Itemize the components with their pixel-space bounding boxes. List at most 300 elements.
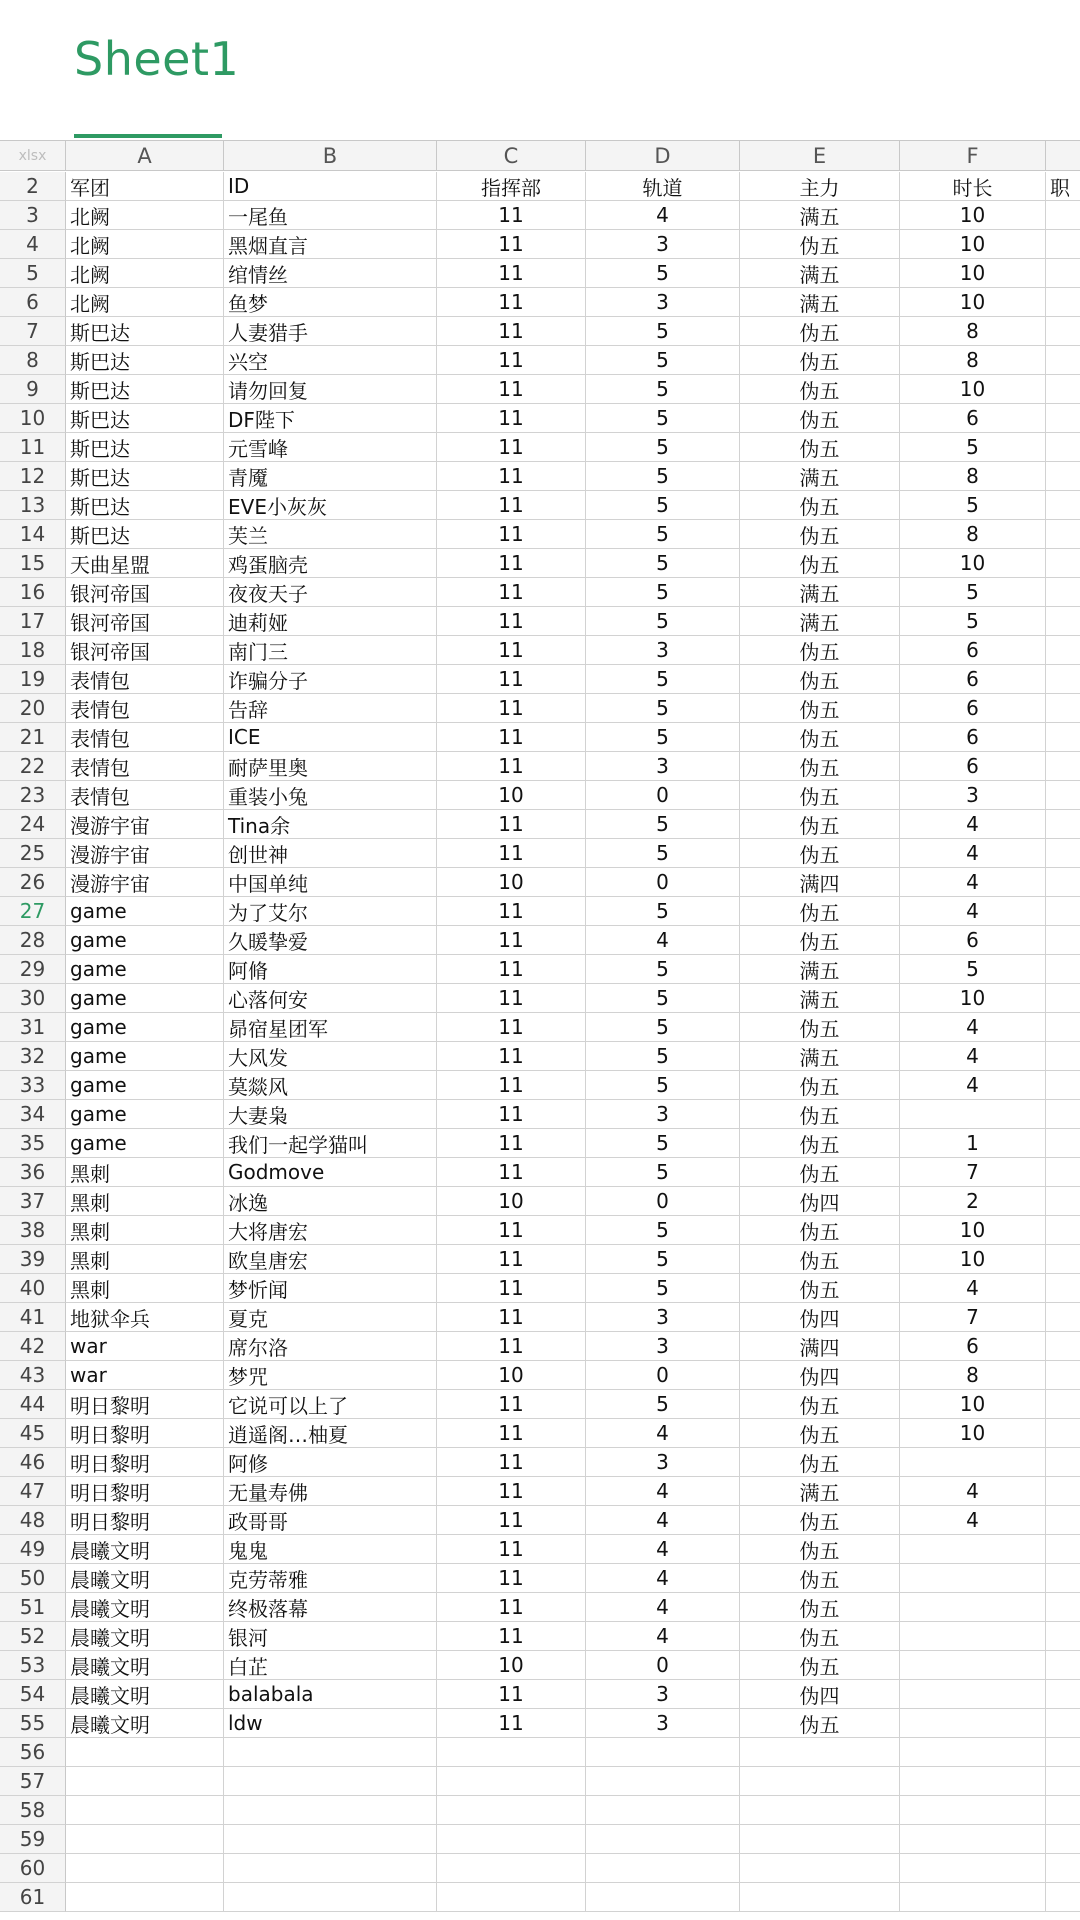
cell[interactable]: 11 bbox=[437, 1680, 586, 1709]
cell[interactable]: 11 bbox=[437, 839, 586, 868]
cell[interactable]: 芙兰 bbox=[224, 520, 437, 549]
cell[interactable]: 2 bbox=[900, 1187, 1046, 1216]
row-number[interactable]: 14 bbox=[0, 520, 66, 549]
cell[interactable] bbox=[1046, 1303, 1080, 1332]
cell[interactable]: 10 bbox=[900, 259, 1046, 288]
cell[interactable]: 5 bbox=[586, 1158, 740, 1187]
cell[interactable]: 11 bbox=[437, 346, 586, 375]
cell[interactable]: 伪五 bbox=[740, 1535, 900, 1564]
row-number[interactable]: 8 bbox=[0, 346, 66, 375]
cell[interactable]: 银河帝国 bbox=[66, 607, 224, 636]
cell[interactable]: 8 bbox=[900, 317, 1046, 346]
cell[interactable] bbox=[740, 1738, 900, 1767]
cell[interactable]: 欧皇唐宏 bbox=[224, 1245, 437, 1274]
cell[interactable]: 伪五 bbox=[740, 1709, 900, 1738]
cell[interactable]: 5 bbox=[586, 578, 740, 607]
cell[interactable] bbox=[1046, 752, 1080, 781]
cell[interactable] bbox=[740, 1796, 900, 1825]
cell[interactable] bbox=[1046, 1158, 1080, 1187]
cell[interactable]: 5 bbox=[586, 723, 740, 752]
row-number[interactable]: 39 bbox=[0, 1245, 66, 1274]
cell[interactable]: 阿修 bbox=[224, 1448, 437, 1477]
row-number[interactable]: 21 bbox=[0, 723, 66, 752]
cell[interactable]: 4 bbox=[586, 926, 740, 955]
cell[interactable] bbox=[1046, 1042, 1080, 1071]
cell[interactable] bbox=[224, 1738, 437, 1767]
cell[interactable] bbox=[586, 1825, 740, 1854]
cell[interactable] bbox=[66, 1738, 224, 1767]
cell[interactable]: 诈骗分子 bbox=[224, 665, 437, 694]
cell[interactable]: 漫游宇宙 bbox=[66, 868, 224, 897]
cell[interactable]: 满五 bbox=[740, 1477, 900, 1506]
cell[interactable] bbox=[66, 1825, 224, 1854]
row-number[interactable]: 35 bbox=[0, 1129, 66, 1158]
cell[interactable]: 满四 bbox=[740, 1332, 900, 1361]
row-number[interactable]: 18 bbox=[0, 636, 66, 665]
cell[interactable] bbox=[1046, 1651, 1080, 1680]
cell[interactable] bbox=[900, 1622, 1046, 1651]
cell[interactable] bbox=[1046, 1506, 1080, 1535]
cell[interactable]: 黑刺 bbox=[66, 1274, 224, 1303]
cell[interactable]: game bbox=[66, 1013, 224, 1042]
cell[interactable]: 10 bbox=[900, 1390, 1046, 1419]
row-number[interactable]: 60 bbox=[0, 1854, 66, 1883]
cell[interactable]: 伪四 bbox=[740, 1187, 900, 1216]
cell[interactable]: 军团 bbox=[66, 172, 224, 201]
cell[interactable] bbox=[1046, 1187, 1080, 1216]
cell[interactable]: 满五 bbox=[740, 201, 900, 230]
cell[interactable]: 3 bbox=[586, 636, 740, 665]
cell[interactable] bbox=[1046, 1448, 1080, 1477]
cell[interactable]: 11 bbox=[437, 1477, 586, 1506]
cell[interactable]: 重装小兔 bbox=[224, 781, 437, 810]
cell[interactable] bbox=[66, 1883, 224, 1912]
cell[interactable] bbox=[66, 1767, 224, 1796]
cell[interactable]: 创世神 bbox=[224, 839, 437, 868]
cell[interactable]: 冰逸 bbox=[224, 1187, 437, 1216]
cell[interactable]: 无量寿佛 bbox=[224, 1477, 437, 1506]
cell[interactable]: 3 bbox=[586, 1100, 740, 1129]
cell[interactable]: 11 bbox=[437, 897, 586, 926]
row-number[interactable]: 20 bbox=[0, 694, 66, 723]
cell[interactable]: 5 bbox=[586, 346, 740, 375]
row-number[interactable]: 38 bbox=[0, 1216, 66, 1245]
cell[interactable]: 5 bbox=[586, 1071, 740, 1100]
cell[interactable]: 伪五 bbox=[740, 404, 900, 433]
cell[interactable]: 5 bbox=[586, 665, 740, 694]
cell[interactable]: 11 bbox=[437, 491, 586, 520]
cell[interactable]: 0 bbox=[586, 781, 740, 810]
cell[interactable] bbox=[224, 1767, 437, 1796]
cell[interactable] bbox=[1046, 897, 1080, 926]
cell[interactable]: 5 bbox=[586, 955, 740, 984]
cell[interactable]: 天曲星盟 bbox=[66, 549, 224, 578]
cell[interactable] bbox=[1046, 1709, 1080, 1738]
column-header-a[interactable]: A bbox=[66, 140, 224, 171]
cell[interactable]: 5 bbox=[586, 404, 740, 433]
cell[interactable]: 11 bbox=[437, 1622, 586, 1651]
cell[interactable]: 伪五 bbox=[740, 1071, 900, 1100]
cell[interactable] bbox=[900, 1883, 1046, 1912]
cell[interactable]: 11 bbox=[437, 1216, 586, 1245]
cell[interactable] bbox=[1046, 1129, 1080, 1158]
cell[interactable]: 青魇 bbox=[224, 462, 437, 491]
cell[interactable] bbox=[1046, 1477, 1080, 1506]
cell[interactable]: 心落何安 bbox=[224, 984, 437, 1013]
cell[interactable] bbox=[437, 1825, 586, 1854]
cell[interactable]: 7 bbox=[900, 1158, 1046, 1187]
cell[interactable]: 克劳蒂雅 bbox=[224, 1564, 437, 1593]
cell[interactable] bbox=[1046, 549, 1080, 578]
cell[interactable]: 晨曦文明 bbox=[66, 1535, 224, 1564]
row-number[interactable]: 55 bbox=[0, 1709, 66, 1738]
cell[interactable]: 南门三 bbox=[224, 636, 437, 665]
row-number[interactable]: 57 bbox=[0, 1767, 66, 1796]
cell[interactable]: 11 bbox=[437, 433, 586, 462]
cell[interactable] bbox=[1046, 1883, 1080, 1912]
cell[interactable] bbox=[900, 1709, 1046, 1738]
row-number[interactable]: 49 bbox=[0, 1535, 66, 1564]
cell[interactable]: 伪五 bbox=[740, 636, 900, 665]
cell[interactable]: 地狱伞兵 bbox=[66, 1303, 224, 1332]
cell[interactable]: 10 bbox=[900, 1216, 1046, 1245]
cell[interactable]: 伪五 bbox=[740, 781, 900, 810]
cell[interactable]: 告辞 bbox=[224, 694, 437, 723]
row-number[interactable]: 24 bbox=[0, 810, 66, 839]
row-number[interactable]: 16 bbox=[0, 578, 66, 607]
cell[interactable]: 伪五 bbox=[740, 810, 900, 839]
cell[interactable]: 6 bbox=[900, 665, 1046, 694]
cell[interactable]: 10 bbox=[437, 781, 586, 810]
cell[interactable]: 4 bbox=[900, 1042, 1046, 1071]
row-number[interactable]: 51 bbox=[0, 1593, 66, 1622]
cell[interactable] bbox=[1046, 636, 1080, 665]
cell[interactable] bbox=[1046, 491, 1080, 520]
cell[interactable]: 6 bbox=[900, 926, 1046, 955]
cell[interactable]: 夜夜天子 bbox=[224, 578, 437, 607]
cell[interactable]: 伪五 bbox=[740, 1506, 900, 1535]
cell[interactable]: 伪五 bbox=[740, 230, 900, 259]
cell[interactable]: 5 bbox=[586, 520, 740, 549]
cell[interactable]: 席尔洛 bbox=[224, 1332, 437, 1361]
cell[interactable]: 伪五 bbox=[740, 1129, 900, 1158]
row-number[interactable]: 58 bbox=[0, 1796, 66, 1825]
cell[interactable]: 10 bbox=[437, 868, 586, 897]
cell[interactable] bbox=[900, 1448, 1046, 1477]
cell[interactable]: 白芷 bbox=[224, 1651, 437, 1680]
cell[interactable]: 伪五 bbox=[740, 694, 900, 723]
cell[interactable]: 3 bbox=[586, 1303, 740, 1332]
cell[interactable]: 伪五 bbox=[740, 1622, 900, 1651]
cell[interactable]: 11 bbox=[437, 926, 586, 955]
cell[interactable]: 4 bbox=[586, 1622, 740, 1651]
select-all-corner[interactable]: xlsx bbox=[0, 140, 66, 171]
row-number[interactable]: 59 bbox=[0, 1825, 66, 1854]
cell[interactable] bbox=[1046, 1419, 1080, 1448]
cell[interactable]: 11 bbox=[437, 259, 586, 288]
cell[interactable]: 鱼梦 bbox=[224, 288, 437, 317]
cell[interactable] bbox=[1046, 1767, 1080, 1796]
cell[interactable]: 4 bbox=[586, 1593, 740, 1622]
cell[interactable]: 斯巴达 bbox=[66, 317, 224, 346]
cell[interactable]: 银河帝国 bbox=[66, 578, 224, 607]
cell[interactable] bbox=[1046, 1535, 1080, 1564]
cell[interactable]: 3 bbox=[586, 1332, 740, 1361]
cell[interactable]: 5 bbox=[900, 955, 1046, 984]
cell[interactable] bbox=[66, 1796, 224, 1825]
cell[interactable]: 表情包 bbox=[66, 665, 224, 694]
cell[interactable]: 5 bbox=[586, 259, 740, 288]
column-header-b[interactable]: B bbox=[224, 140, 437, 171]
cell[interactable]: 耐萨里奥 bbox=[224, 752, 437, 781]
cell[interactable]: game bbox=[66, 897, 224, 926]
cell[interactable]: 11 bbox=[437, 1448, 586, 1477]
row-number[interactable]: 46 bbox=[0, 1448, 66, 1477]
cell[interactable]: 5 bbox=[586, 810, 740, 839]
cell[interactable]: 满四 bbox=[740, 868, 900, 897]
cell[interactable]: 鸡蛋脑壳 bbox=[224, 549, 437, 578]
cell[interactable]: 8 bbox=[900, 1361, 1046, 1390]
row-number[interactable]: 37 bbox=[0, 1187, 66, 1216]
cell[interactable] bbox=[900, 1767, 1046, 1796]
cell[interactable] bbox=[1046, 1332, 1080, 1361]
cell[interactable] bbox=[1046, 462, 1080, 491]
cell[interactable] bbox=[1046, 1854, 1080, 1883]
cell[interactable]: 伪五 bbox=[740, 723, 900, 752]
cell[interactable]: 0 bbox=[586, 1361, 740, 1390]
cell[interactable]: 10 bbox=[900, 230, 1046, 259]
cell[interactable]: 11 bbox=[437, 578, 586, 607]
cell[interactable]: 黑刺 bbox=[66, 1245, 224, 1274]
cell[interactable]: 11 bbox=[437, 1042, 586, 1071]
cell[interactable]: 11 bbox=[437, 1274, 586, 1303]
cell[interactable]: 满五 bbox=[740, 462, 900, 491]
cell[interactable] bbox=[1046, 607, 1080, 636]
cell[interactable]: 11 bbox=[437, 1303, 586, 1332]
cell[interactable]: 伪五 bbox=[740, 752, 900, 781]
cell[interactable]: 3 bbox=[586, 1448, 740, 1477]
row-number[interactable]: 43 bbox=[0, 1361, 66, 1390]
cell[interactable]: 伪五 bbox=[740, 433, 900, 462]
cell[interactable] bbox=[1046, 781, 1080, 810]
cell[interactable]: 11 bbox=[437, 1535, 586, 1564]
cell[interactable]: 北阙 bbox=[66, 259, 224, 288]
row-number[interactable]: 15 bbox=[0, 549, 66, 578]
cell[interactable] bbox=[1046, 288, 1080, 317]
column-header-c[interactable]: C bbox=[437, 140, 586, 171]
row-number[interactable]: 12 bbox=[0, 462, 66, 491]
cell[interactable]: 10 bbox=[437, 1361, 586, 1390]
cell[interactable]: 大妻枭 bbox=[224, 1100, 437, 1129]
row-number[interactable]: 40 bbox=[0, 1274, 66, 1303]
cell[interactable]: 11 bbox=[437, 1071, 586, 1100]
cell[interactable]: game bbox=[66, 1071, 224, 1100]
cell[interactable] bbox=[1046, 665, 1080, 694]
cell[interactable]: 伪五 bbox=[740, 491, 900, 520]
cell[interactable]: 政哥哥 bbox=[224, 1506, 437, 1535]
row-number[interactable]: 30 bbox=[0, 984, 66, 1013]
cell[interactable]: 4 bbox=[900, 1071, 1046, 1100]
cell[interactable]: 10 bbox=[900, 549, 1046, 578]
cell[interactable]: 斯巴达 bbox=[66, 491, 224, 520]
cell[interactable]: 5 bbox=[586, 462, 740, 491]
row-number[interactable]: 28 bbox=[0, 926, 66, 955]
cell[interactable]: 8 bbox=[900, 520, 1046, 549]
cell[interactable]: 0 bbox=[586, 1651, 740, 1680]
cell[interactable]: EVE小灰灰 bbox=[224, 491, 437, 520]
cell[interactable] bbox=[900, 1825, 1046, 1854]
cell[interactable]: 伪五 bbox=[740, 1274, 900, 1303]
cell[interactable] bbox=[1046, 723, 1080, 752]
cell[interactable]: 昴宿星团军 bbox=[224, 1013, 437, 1042]
cell[interactable]: 11 bbox=[437, 1158, 586, 1187]
cell[interactable]: 5 bbox=[586, 897, 740, 926]
cell[interactable]: 6 bbox=[900, 694, 1046, 723]
cell[interactable] bbox=[437, 1738, 586, 1767]
cell[interactable]: 11 bbox=[437, 201, 586, 230]
cell[interactable]: 晨曦文明 bbox=[66, 1651, 224, 1680]
row-number[interactable]: 23 bbox=[0, 781, 66, 810]
cell[interactable]: 终极落幕 bbox=[224, 1593, 437, 1622]
cell[interactable] bbox=[900, 1651, 1046, 1680]
cell[interactable]: war bbox=[66, 1332, 224, 1361]
cell[interactable] bbox=[740, 1883, 900, 1912]
cell[interactable]: 满五 bbox=[740, 259, 900, 288]
cell[interactable]: 伪五 bbox=[740, 897, 900, 926]
cell[interactable]: 4 bbox=[900, 868, 1046, 897]
cell[interactable]: 8 bbox=[900, 346, 1046, 375]
cell[interactable]: 伪五 bbox=[740, 1448, 900, 1477]
cell[interactable]: 5 bbox=[586, 694, 740, 723]
cell[interactable]: 为了艾尔 bbox=[224, 897, 437, 926]
cell[interactable] bbox=[437, 1883, 586, 1912]
cell[interactable]: 斯巴达 bbox=[66, 346, 224, 375]
cell[interactable]: 4 bbox=[900, 839, 1046, 868]
cell[interactable] bbox=[586, 1883, 740, 1912]
cell[interactable]: 3 bbox=[586, 752, 740, 781]
cell[interactable]: 11 bbox=[437, 636, 586, 665]
cell[interactable]: 11 bbox=[437, 1709, 586, 1738]
cell[interactable]: 黑烟直言 bbox=[224, 230, 437, 259]
cell[interactable] bbox=[66, 1854, 224, 1883]
cell[interactable]: 4 bbox=[586, 1506, 740, 1535]
cell[interactable] bbox=[1046, 868, 1080, 897]
cell[interactable] bbox=[1046, 1593, 1080, 1622]
cell[interactable]: 晨曦文明 bbox=[66, 1622, 224, 1651]
cell[interactable]: 11 bbox=[437, 694, 586, 723]
cell[interactable]: 伪四 bbox=[740, 1680, 900, 1709]
cell[interactable] bbox=[1046, 1622, 1080, 1651]
cell[interactable]: 表情包 bbox=[66, 723, 224, 752]
cell[interactable]: 11 bbox=[437, 317, 586, 346]
cell[interactable] bbox=[1046, 810, 1080, 839]
cell[interactable]: 晨曦文明 bbox=[66, 1709, 224, 1738]
cell[interactable] bbox=[900, 1564, 1046, 1593]
cell[interactable] bbox=[1046, 1825, 1080, 1854]
row-number[interactable]: 29 bbox=[0, 955, 66, 984]
cell[interactable] bbox=[586, 1854, 740, 1883]
cell[interactable]: 10 bbox=[900, 375, 1046, 404]
cell[interactable]: 5 bbox=[586, 1013, 740, 1042]
row-number[interactable]: 13 bbox=[0, 491, 66, 520]
cell[interactable]: 5 bbox=[900, 578, 1046, 607]
cell[interactable]: 斯巴达 bbox=[66, 520, 224, 549]
cell[interactable] bbox=[1046, 984, 1080, 1013]
cell[interactable]: 11 bbox=[437, 723, 586, 752]
cell[interactable]: 4 bbox=[586, 1564, 740, 1593]
cell[interactable] bbox=[900, 1535, 1046, 1564]
cell[interactable] bbox=[1046, 230, 1080, 259]
row-number[interactable]: 25 bbox=[0, 839, 66, 868]
cell[interactable]: 10 bbox=[900, 1245, 1046, 1274]
cell[interactable]: 满五 bbox=[740, 607, 900, 636]
cell[interactable]: ldw bbox=[224, 1709, 437, 1738]
row-number[interactable]: 47 bbox=[0, 1477, 66, 1506]
cell[interactable] bbox=[1046, 520, 1080, 549]
cell[interactable]: 人妻猎手 bbox=[224, 317, 437, 346]
cell[interactable]: game bbox=[66, 955, 224, 984]
cell[interactable]: 11 bbox=[437, 520, 586, 549]
sheet-tab-sheet1[interactable]: Sheet1 bbox=[74, 32, 240, 86]
row-number[interactable]: 2 bbox=[0, 172, 66, 201]
cell[interactable]: 伪五 bbox=[740, 520, 900, 549]
row-number[interactable]: 31 bbox=[0, 1013, 66, 1042]
cell[interactable]: 北阙 bbox=[66, 230, 224, 259]
cell[interactable] bbox=[900, 1593, 1046, 1622]
row-number[interactable]: 22 bbox=[0, 752, 66, 781]
cell[interactable]: 11 bbox=[437, 1390, 586, 1419]
row-number[interactable]: 9 bbox=[0, 375, 66, 404]
cell[interactable]: 5 bbox=[586, 549, 740, 578]
cell[interactable]: 伪五 bbox=[740, 1593, 900, 1622]
cell[interactable]: 伪五 bbox=[740, 549, 900, 578]
row-number[interactable]: 11 bbox=[0, 433, 66, 462]
cell[interactable]: 11 bbox=[437, 1593, 586, 1622]
cell[interactable]: 表情包 bbox=[66, 752, 224, 781]
cell[interactable]: 伪五 bbox=[740, 1245, 900, 1274]
cell[interactable]: 3 bbox=[900, 781, 1046, 810]
row-number[interactable]: 7 bbox=[0, 317, 66, 346]
column-header-e[interactable]: E bbox=[740, 140, 900, 171]
cell[interactable]: 迪莉娅 bbox=[224, 607, 437, 636]
cell[interactable]: 斯巴达 bbox=[66, 462, 224, 491]
cell[interactable]: war bbox=[66, 1361, 224, 1390]
cell[interactable]: 5 bbox=[586, 1390, 740, 1419]
cell[interactable] bbox=[224, 1854, 437, 1883]
cell[interactable]: 5 bbox=[586, 607, 740, 636]
cell[interactable] bbox=[1046, 1738, 1080, 1767]
row-number[interactable]: 50 bbox=[0, 1564, 66, 1593]
cell[interactable]: 伪五 bbox=[740, 317, 900, 346]
cell[interactable]: 中国单纯 bbox=[224, 868, 437, 897]
cell[interactable] bbox=[437, 1854, 586, 1883]
cell[interactable] bbox=[1046, 578, 1080, 607]
row-number[interactable]: 5 bbox=[0, 259, 66, 288]
cell[interactable]: 伪五 bbox=[740, 839, 900, 868]
cell[interactable] bbox=[900, 1680, 1046, 1709]
cell[interactable]: 11 bbox=[437, 1245, 586, 1274]
column-header-partial[interactable] bbox=[1046, 140, 1080, 171]
cell[interactable]: 满五 bbox=[740, 578, 900, 607]
cell[interactable]: 6 bbox=[900, 1332, 1046, 1361]
cell[interactable] bbox=[1046, 839, 1080, 868]
cell[interactable]: 伪五 bbox=[740, 926, 900, 955]
cell[interactable]: 10 bbox=[900, 1419, 1046, 1448]
cell[interactable]: game bbox=[66, 1129, 224, 1158]
cell[interactable] bbox=[1046, 346, 1080, 375]
row-number[interactable]: 4 bbox=[0, 230, 66, 259]
cell[interactable]: 5 bbox=[586, 984, 740, 1013]
